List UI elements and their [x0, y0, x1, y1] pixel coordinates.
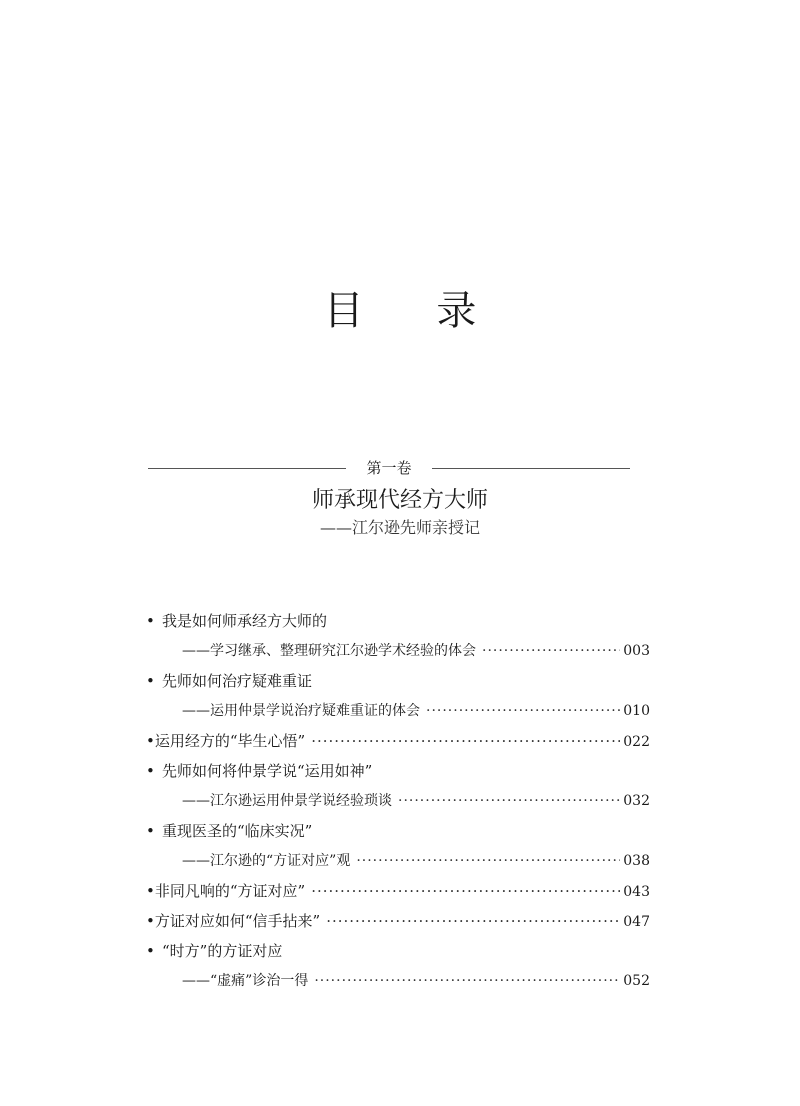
toc-entry-sub-text: ——江尔逊的“方证对应”观 [182, 853, 351, 869]
toc-entry-title-text: 重现医圣的“临床实况” [162, 822, 313, 840]
toc-entry-title-text: 运用经方的“毕生心悟” [154, 732, 306, 750]
dot-leader [314, 966, 620, 996]
bullet-icon: • [146, 762, 155, 780]
toc-page-number: 010 [623, 703, 650, 719]
table-of-contents [146, 606, 650, 996]
toc-entry[interactable] [146, 726, 650, 756]
toc-entry-sub[interactable] [146, 786, 650, 816]
dot-leader [311, 726, 620, 756]
toc-entry-sub[interactable] [146, 636, 650, 666]
toc-entry-sub-text: ——运用仲景学说治疗疑难重证的体会 [182, 703, 420, 719]
volume-label: 第一卷 [366, 459, 412, 477]
toc-entry-sub[interactable] [146, 696, 650, 726]
dot-leader [482, 636, 620, 666]
volume-title: 师承现代经方大师 [311, 488, 488, 513]
volume-subtitle: ——江尔逊先师亲授记 [319, 518, 480, 537]
toc-entry-sub-text: ——“虚痛”诊治一得 [182, 973, 309, 989]
toc-page-number: 032 [623, 793, 650, 809]
toc-entry-title[interactable] [146, 816, 650, 846]
toc-page-number: 022 [623, 734, 650, 750]
dot-leader [326, 906, 620, 936]
dot-leader [311, 876, 620, 906]
page-title: 目 录 [323, 288, 507, 334]
toc-entry-title[interactable] [146, 606, 650, 636]
toc-entry-title-text: 先师如何将仲景学说“运用如神” [162, 762, 373, 780]
bullet-icon: • [146, 882, 155, 900]
volume-header [148, 456, 630, 480]
dot-leader [356, 846, 620, 876]
bullet-icon: • [146, 612, 155, 630]
toc-entry[interactable] [146, 906, 650, 936]
toc-entry-title[interactable] [146, 756, 650, 786]
bullet-icon: • [146, 732, 155, 750]
toc-entry-sub[interactable] [146, 966, 650, 996]
divider-right [432, 468, 630, 469]
toc-entry-title-text: “时方”的方证对应 [162, 942, 283, 960]
toc-page-number: 003 [623, 643, 650, 659]
toc-entry-title-text: 方证对应如何“信手拈来” [154, 912, 321, 930]
toc-entry-sub-text: ——学习继承、整理研究江尔逊学术经验的体会 [182, 643, 476, 659]
bullet-icon: • [146, 672, 155, 690]
toc-entry-title-text: 先师如何治疗疑难重证 [162, 672, 313, 690]
toc-entry[interactable] [146, 876, 650, 906]
toc-entry-title-text: 非同凡响的“方证对应” [154, 882, 306, 900]
bullet-icon: • [146, 912, 155, 930]
toc-entry-title-text: 我是如何师承经方大师的 [162, 612, 328, 630]
toc-entry-sub[interactable] [146, 846, 650, 876]
toc-entry-title[interactable] [146, 666, 650, 696]
toc-page-number: 038 [623, 853, 650, 869]
dot-leader [398, 786, 620, 816]
dot-leader [426, 696, 620, 726]
bullet-icon: • [146, 822, 155, 840]
toc-entry-sub-text: ——江尔逊运用仲景学说经验琐谈 [182, 793, 392, 809]
toc-entry-title[interactable] [146, 936, 650, 966]
toc-page-number: 047 [623, 914, 650, 930]
toc-page-number: 052 [623, 973, 650, 989]
bullet-icon: • [146, 942, 155, 960]
toc-page-number: 043 [623, 884, 650, 900]
